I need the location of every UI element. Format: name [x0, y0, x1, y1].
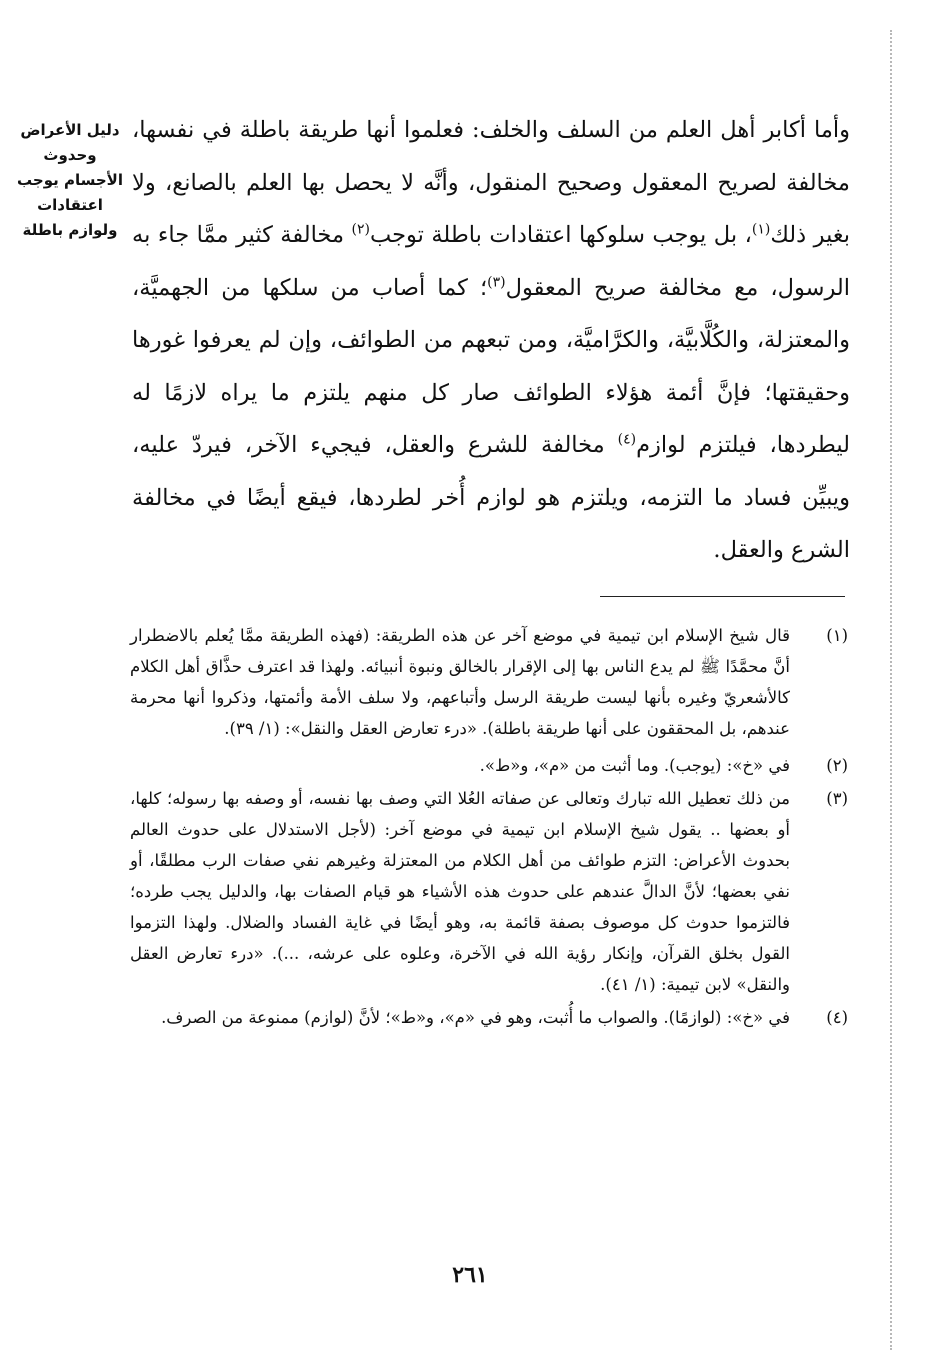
footnote-text: قال شيخ الإسلام ابن تيمية في موضع آخر عن هذه الطريقة: (فهذه الطريقة ممَّا يُعلم بالاضطرار أنَّ محمَّدًا ﷺ لم يدع الناس بها إلى الإقرار بالخالق ونبوة أنبيائه. ولهذا قد اعترف حذَّاق أهل الكلام كالأشعريّ وغيره بأنها ليست طريقة الرسل وأتباعهم، ولا سلف الأمة وأئمتها، وذكروا أنها محرمة عندهم، بل المحققون على أنها طريقة باطلة). «درء تعارض العقل والنقل»: (١/ ٣٩). [130, 626, 790, 738]
margin-heading-note: دليل الأعراض وحدوث الأجسام يوجب اعتقادات ولوازم باطلة [17, 121, 123, 239]
footnote-text: في «خ»: (لوازمًا). والصواب ما أُثبت، وهو في «م»، و«ط»؛ لأنَّ (لوازم) ممنوعة من الصرف. [161, 1008, 790, 1027]
page-edge-dotted-line [890, 30, 892, 1350]
footnote-text: في «خ»: (يوجب). وما أثبت من «م»، و«ط». [479, 756, 790, 775]
footnote-item [130, 620, 848, 744]
footnote-text: من ذلك تعطيل الله تبارك وتعالى عن صفاته العُلا التي وصف بها نفسه، أو وصفه بها رسوله؛ كلها، أو بعضها .. يقول شيخ الإسلام ابن تيمية في موضع آخر: (لأجل الاستدلال على حدوث العالم بحدوث الأعراض: التزم طوائف من أهل الكلام من المعتزلة وغيرهم نفي صفات الرب مطلقًا، أو نفي بعضها؛ لأنَّ الدالَّ عندهم على حدوث هذه الأشياء هو قيام الصفات بها، والدليل يجب طرده؛ فالتزموا حدوث كل موصوف بصفة قائمة به، وهو أيضًا في غاية الفساد والضلال. ولهذا التزموا القول بخلق القرآن، وإنكار رؤية الله في الآخرة، وعلوه على عرشه، ...). «درء تعارض العقل والنقل» لابن تيمية: (١/ ٤١). [130, 789, 790, 994]
main-text-segment: مخالفة للشرع والعقل، فيجيء الآخر، فيردّ عليه، ويبيِّن فساد ما التزمه، ويلتزم هو لوازم أُخر لطردها، فيقع أيضًا في مخالفة الشرع والعقل. [132, 432, 850, 563]
main-text-segment: ، بل يوجب سلوكها اعتقادات باطلة توجب [369, 222, 752, 248]
footnotes-section [130, 620, 848, 1035]
footnote-ref-4: (٤) [617, 431, 637, 448]
footnote-ref-1: (١) [751, 221, 771, 238]
footnote-number: (٤) [826, 1008, 848, 1027]
main-text-segment: وأما أكابر أهل العلم من السلف والخلف: فعلموا أنها طريقة باطلة في نفسها، مخالفة لصريح المعقول وصحيح المنقول، وأنَّه لا يحصل بها العلم بالصانع، ولا بغير ذلك [132, 117, 850, 248]
footnote-number: (١) [826, 626, 848, 645]
footnote-item [130, 1002, 848, 1033]
main-paragraph [132, 104, 850, 577]
footnote-item [130, 783, 848, 1000]
main-text-body [132, 104, 850, 577]
main-text-segment: مخالفة كثير ممَّا جاء به الرسول، مع مخالفة صريح المعقول [132, 222, 850, 301]
footnote-ref-2: (٢) [351, 221, 370, 238]
footnote-ref-3: (٣) [487, 274, 506, 290]
footnote-number: (٣) [826, 789, 848, 808]
page-number: ٢٦١ [452, 1262, 488, 1288]
main-text-segment: ؛ كما أصاب من سلكها من الجهميَّة، والمعتزلة، والكُلَّابيَّة، والكرَّاميَّة، ومن تبعهم من الطوائف، وإن لم يعرفوا غورها وحقيقتها؛ فإنَّ أئمة هؤلاء الطوائف صار كل منهم يلتزم ما يراه لازمًا له ليطردها، فيلتزم لوازم [132, 274, 850, 458]
footnote-separator-rule [600, 596, 845, 597]
footnote-number: (٢) [826, 756, 848, 775]
footnote-item [130, 750, 848, 781]
